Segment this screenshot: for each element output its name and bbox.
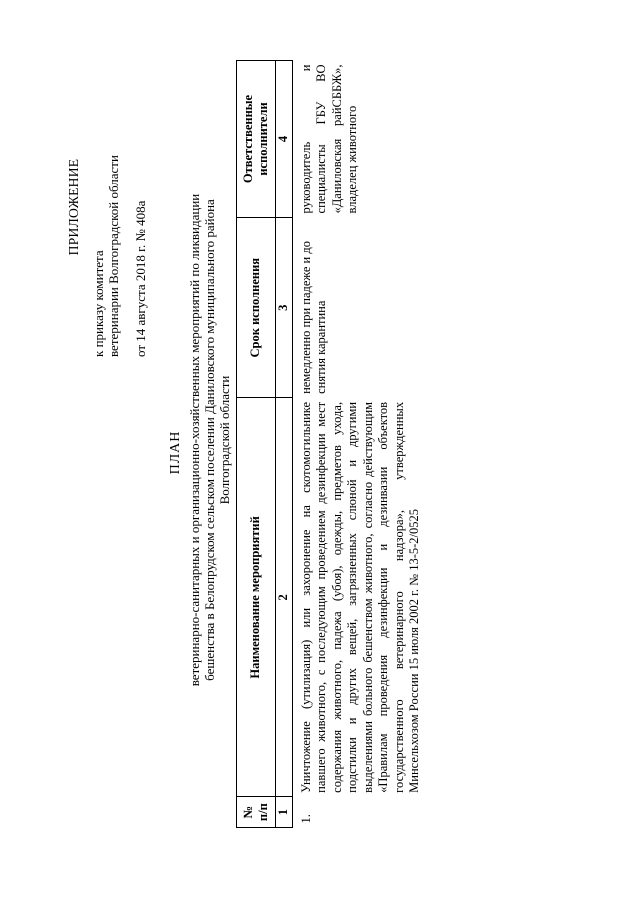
table-header-row [237, 61, 276, 828]
column-numbers-row [276, 61, 293, 828]
table-row [292, 61, 425, 828]
order-line-2: ветеринарии Волгоградской области [106, 155, 121, 357]
order-date: от 14 августа 2018 г. № 408а [133, 200, 148, 357]
col-header-number: № п/п [237, 797, 276, 828]
plan-subtitle: ветеринарно-санитарных и организационно-хозяйственных мероприятий по ликвидации бешенства в Белопрудском сельском поселении Даниловского муниципального района Волгоградской области [187, 193, 232, 687]
column-number: 1 [276, 797, 293, 828]
appendix-title: ПРИЛОЖЕНИЕ [66, 158, 81, 256]
plan-title: ПЛАН [168, 430, 183, 475]
order-line-1: к приказу комитета [91, 250, 106, 357]
row-activity: Уничтожение (утилизация) или захоронение на скотомогильнике павшего животного, с последующим проведением дезинфекции мест содержания животного, падежа (убоя), одежды, предметов ухода, подстилки и других вещей, загрязненных слюной и другими выделениями больного бешенством животного, согласно действующим «Правилам проведения дезинфекции и дезинвазии объектов государственного ветеринарного надзора», утвержденных Минсельхозом России 15 июля 2002 г. № 13-5-2/0525 [298, 401, 421, 793]
row-responsible: руководитель и специалисты ГБУ ВО «Даниловская райСББЖ», владелец животного [298, 64, 359, 214]
column-number: 2 [276, 398, 293, 797]
row-number: 1. [298, 814, 313, 824]
col-header-name: Наименование мероприятий [237, 398, 276, 797]
col-header-deadline: Срок исполнения [237, 217, 276, 397]
column-number: 4 [276, 61, 293, 218]
column-number: 3 [276, 217, 293, 397]
plan-table [236, 60, 425, 828]
row-deadline: немедленно при падеже и до снятия карантина [298, 241, 328, 394]
header-block [66, 57, 148, 357]
col-header-responsible: Ответственные исполнители [237, 61, 276, 218]
